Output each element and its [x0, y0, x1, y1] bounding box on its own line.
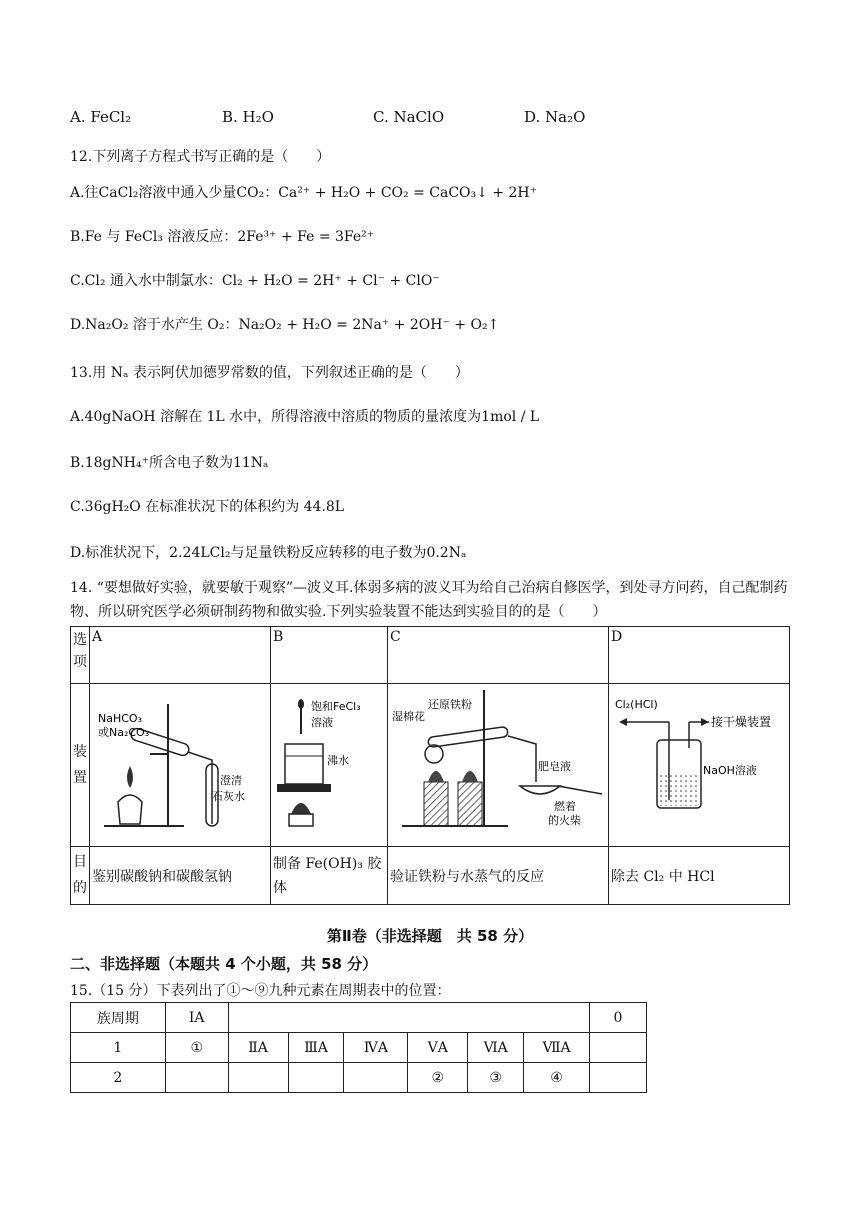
- period1-cell: ⅦA: [524, 1033, 590, 1063]
- col-header-b: B: [271, 627, 388, 684]
- label-d-gas: Cl₂(HCl): [615, 698, 658, 711]
- header-group-period: 族周期: [71, 1003, 166, 1033]
- apparatus-c-figure: [388, 684, 608, 842]
- period2-cell: [165, 1063, 228, 1093]
- q13-option-b: B.18gNH₄⁺所含电子数为11Nₐ: [70, 455, 269, 471]
- col-header-c: C: [388, 627, 609, 684]
- period2-cell: [228, 1063, 288, 1093]
- label-lime1: 澄清: [220, 774, 242, 787]
- header-blank: [228, 1003, 589, 1033]
- label-b-sol2: 溶液: [311, 716, 333, 729]
- q11-option-d: D. Na₂O: [524, 108, 586, 126]
- period1-cell: ①: [165, 1033, 228, 1063]
- q12-option-b: B.Fe 与 FeCl₃ 溶液反应：2Fe³⁺ + Fe = 3Fe²⁺: [70, 229, 375, 245]
- label-c-soap: 肥皂液: [538, 760, 571, 773]
- q13-option-c: C.36gH₂O 在标准状况下的体积约为 44.8L: [70, 499, 345, 515]
- q13-option-a: A.40gNaOH 溶解在 1L 水中，所得溶液中溶质的物质的量浓度为1mol / L: [70, 409, 540, 425]
- period2-cell: ②: [408, 1063, 468, 1093]
- section2-heading: 二、非选择题（本题共 4 个小题，共 58 分）: [70, 955, 378, 973]
- q13-stem: 13.用 Nₐ 表示阿伏加德罗常数的值，下列叙述正确的是（ ）: [70, 365, 469, 381]
- row-label-option: 选项: [71, 627, 90, 684]
- period2-cell: ③: [468, 1063, 524, 1093]
- q12-stem: 12.下列离子方程式书写正确的是（ ）: [70, 149, 331, 165]
- row-label-purpose: 目的: [71, 847, 90, 905]
- q12-option-c: C.Cl₂ 通入水中制氯水：Cl₂ + H₂O = 2H⁺ + Cl⁻ + ClO⁻: [70, 273, 440, 289]
- q15-stem: 15.（15 分）下表列出了①～⑨九种元素在周期表中的位置：: [70, 983, 451, 999]
- purpose-d: 除去 Cl₂ 中 HCl: [609, 847, 790, 905]
- period1-cell: ⅢA: [288, 1033, 344, 1063]
- label-c-match2: 的火柴: [548, 814, 581, 827]
- purpose-a: 鉴别碳酸钠和碳酸氢钠: [90, 847, 271, 905]
- period1-cell: ⅤA: [408, 1033, 468, 1063]
- period2-cell: [590, 1063, 647, 1093]
- apparatus-d-figure: [609, 684, 789, 842]
- section2-title: 第Ⅱ卷（非选择题 共 58 分）: [326, 927, 534, 945]
- apparatus-a: [90, 684, 271, 847]
- q11-option-c: C. NaClO: [373, 108, 445, 126]
- period1-cell: ⅡA: [228, 1033, 288, 1063]
- label-d-dry: 接干燥装置: [711, 715, 772, 729]
- purpose-c: 验证铁粉与水蒸气的反应: [388, 847, 609, 905]
- label-lime2: 石灰水: [212, 790, 245, 803]
- row-label-apparatus: 装置: [71, 684, 90, 847]
- q12-option-d: D.Na₂O₂ 溶于水产生 O₂：Na₂O₂ + H₂O = 2Na⁺ + 2OH⁻ + O₂↑: [70, 317, 500, 333]
- header-ia: ⅠA: [165, 1003, 228, 1033]
- header-zero: 0: [590, 1003, 647, 1033]
- periodic-table: [70, 1002, 647, 1093]
- apparatus-c: [388, 684, 609, 847]
- q11-option-b: B. H₂O: [222, 108, 274, 126]
- period1-cell: ⅣA: [344, 1033, 408, 1063]
- label-b-water: 沸水: [327, 754, 349, 767]
- apparatus-d: [609, 684, 790, 847]
- label-c-cotton: 湿棉花: [392, 710, 425, 723]
- label-c-iron: 还原铁粉: [428, 698, 472, 711]
- label-c-match1: 燃着: [554, 800, 576, 813]
- col-header-d: D: [609, 627, 790, 684]
- col-header-a: A: [90, 627, 271, 684]
- period2-cell: [344, 1063, 408, 1093]
- apparatus-b: [271, 684, 388, 847]
- apparatus-a-figure: [90, 684, 270, 842]
- q14-stem: 14. “要想做好实验，就要敏于观察”—波义耳.体弱多病的波义耳为给自己治病自修医学，到处寻方问药，自己配制药物、所以研究医学必须研制药物和做实验.下列实验装置不能达到实验目的的是（ ）: [70, 580, 788, 620]
- period2-cell: ④: [524, 1063, 590, 1093]
- label-reagent1: NaHCO₃: [98, 712, 142, 725]
- period2-cell: [288, 1063, 344, 1093]
- label-d-naoh: NaOH溶液: [703, 764, 757, 777]
- q14-table: [70, 626, 790, 905]
- q12-option-a: A.往CaCl₂溶液中通入少量CO₂：Ca²⁺ + H₂O + CO₂ = CaCO₃↓ + 2H⁺: [70, 185, 538, 201]
- purpose-b: 制备 Fe(OH)₃ 胶体: [271, 847, 388, 905]
- period1-cell: ⅥA: [468, 1033, 524, 1063]
- q13-option-d: D.标准状况下，2.24LCl₂与足量铁粉反应转移的电子数为0.2Nₐ: [70, 545, 467, 561]
- period2-cell: 2: [71, 1063, 166, 1093]
- period1-cell: [590, 1033, 647, 1063]
- apparatus-b-figure: [271, 684, 387, 842]
- period1-cell: 1: [71, 1033, 166, 1063]
- q11-option-a: A. FeCl₂: [70, 108, 132, 126]
- label-reagent2: 或Na₂CO₃: [98, 726, 150, 739]
- label-b-sol1: 饱和FeCl₃: [311, 700, 361, 713]
